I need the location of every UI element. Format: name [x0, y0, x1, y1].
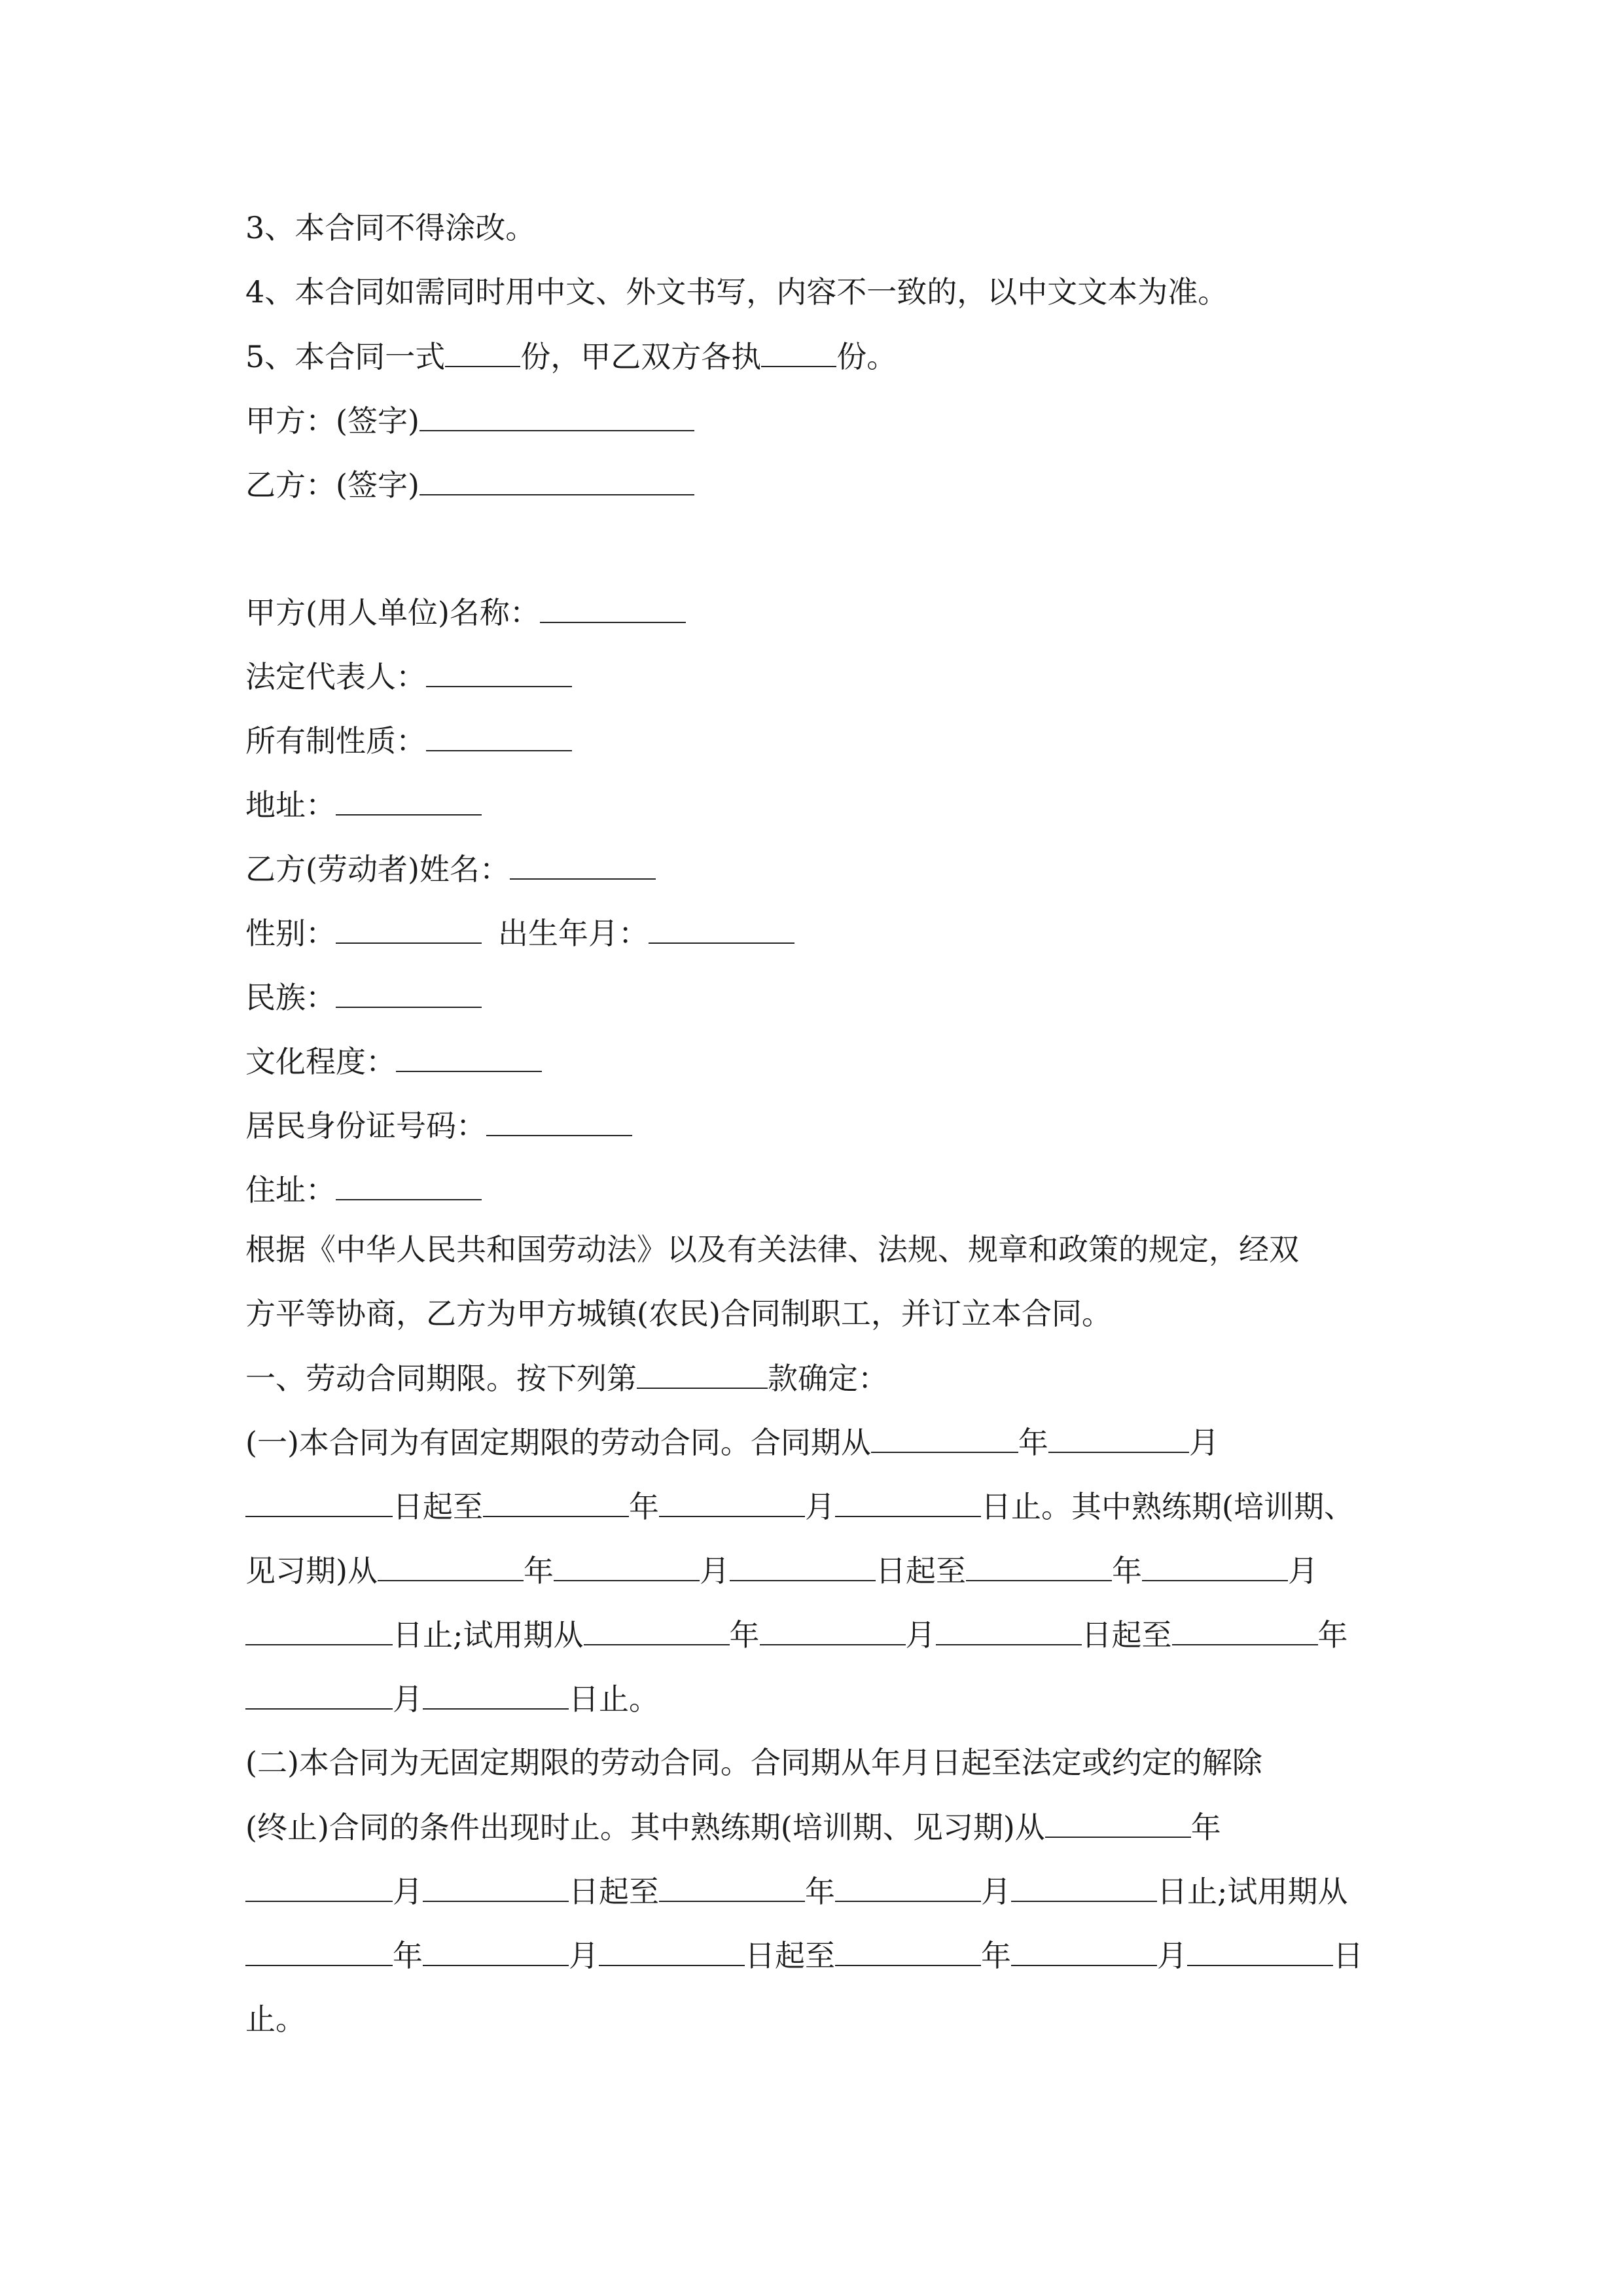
training-start-day-blank[interactable] [730, 1541, 876, 1581]
gender-birth: 性别： 出生年月： [245, 903, 794, 962]
ownership-type-blank[interactable] [426, 711, 572, 751]
employee-residence: 住址： [245, 1160, 482, 1219]
term-start-month-blank[interactable] [1048, 1412, 1189, 1453]
training-end-day-blank[interactable] [245, 1605, 393, 1645]
open-training-start-day-blank[interactable] [423, 1861, 569, 1902]
clause-3: 3、本合同不得涂改。 [245, 210, 536, 245]
ownership-type: 所有制性质： [245, 711, 572, 770]
fixed-term-line-3: 见习期)从 年 月 日起至 年 月 [245, 1541, 1318, 1600]
probation-start-month-blank[interactable] [760, 1605, 906, 1645]
copies-each-blank[interactable] [761, 327, 836, 367]
probation-end-day-blank[interactable] [423, 1669, 569, 1710]
clause-5: 5、本合同一式 份，甲乙双方各执 份。 [245, 327, 897, 386]
open-term-line-1: (二)本合同为无固定期限的劳动合同。合同期从年月日起至法定或约定的解除 [245, 1745, 1262, 1780]
open-training-end-day-blank[interactable] [1011, 1861, 1157, 1902]
employee-name-blank[interactable] [510, 839, 656, 880]
open-probation-end-day-blank[interactable] [1187, 1926, 1333, 1966]
clause-4: 4、本合同如需同时用中文、外文书写，内容不一致的，以中文文本为准。 [245, 274, 1228, 310]
open-training-start-month-blank[interactable] [245, 1861, 393, 1902]
open-probation-start-month-blank[interactable] [423, 1926, 569, 1966]
fixed-term-line-1: (一)本合同为有固定期限的劳动合同。合同期从 年 月 [245, 1412, 1219, 1471]
legal-representative-blank[interactable] [426, 647, 572, 687]
term-start-year-blank[interactable] [871, 1412, 1018, 1453]
term-end-month-blank[interactable] [659, 1477, 805, 1517]
open-term-line-5: 止。 [245, 2001, 306, 2037]
term-start-day-blank[interactable] [245, 1477, 393, 1517]
party-a-signature: 甲方：(签字) [245, 391, 694, 450]
open-training-end-month-blank[interactable] [835, 1861, 981, 1902]
employee-residence-blank[interactable] [336, 1160, 482, 1200]
training-start-year-blank[interactable] [378, 1541, 524, 1581]
id-number: 居民身份证号码： [245, 1096, 632, 1155]
party-a-signature-blank[interactable] [419, 391, 694, 431]
probation-end-year-blank[interactable] [1172, 1605, 1318, 1645]
probation-end-month-blank[interactable] [245, 1669, 393, 1710]
fixed-term-line-2: 日起至 年 月 日止。其中熟练期(培训期、 [245, 1477, 1354, 1535]
open-term-line-2: (终止)合同的条件出现时止。其中熟练期(培训期、见习期)从 年 [245, 1797, 1221, 1856]
clause-number-blank[interactable] [637, 1348, 768, 1389]
open-probation-start-year-blank[interactable] [245, 1926, 393, 1966]
employer-address-blank[interactable] [336, 775, 482, 816]
open-term-line-3: 月 日起至 年 月 日止;试用期从 [245, 1861, 1348, 1920]
employer-name-blank[interactable] [540, 583, 686, 623]
training-start-month-blank[interactable] [554, 1541, 700, 1581]
ethnicity: 民族： [245, 967, 482, 1026]
id-number-blank[interactable] [486, 1096, 632, 1136]
open-term-line-4: 年 月 日起至 年 月 日 [245, 1926, 1363, 1984]
open-probation-end-month-blank[interactable] [1011, 1926, 1157, 1966]
employer-name: 甲方(用人单位)名称： [245, 583, 686, 641]
copies-total-blank[interactable] [445, 327, 520, 367]
training-end-month-blank[interactable] [1142, 1541, 1288, 1581]
gender-blank[interactable] [336, 903, 482, 944]
legal-representative: 法定代表人： [245, 647, 572, 706]
fixed-term-line-4: 日止;试用期从 年 月 日起至 年 [245, 1605, 1348, 1664]
section-1-title: 一、劳动合同期限。按下列第 款确定： [245, 1348, 888, 1407]
ethnicity-blank[interactable] [336, 967, 482, 1008]
probation-start-year-blank[interactable] [584, 1605, 730, 1645]
employee-name: 乙方(劳动者)姓名： [245, 839, 656, 898]
open-training-start-year-blank[interactable] [1045, 1797, 1191, 1838]
fixed-term-line-5: 月 日止。 [245, 1669, 659, 1728]
education-level: 文化程度： [245, 1031, 542, 1090]
probation-start-day-blank[interactable] [936, 1605, 1082, 1645]
term-end-year-blank[interactable] [483, 1477, 629, 1517]
preamble-line-2: 方平等协商，乙方为甲方城镇(农民)合同制职工，并订立本合同。 [245, 1296, 1112, 1331]
party-b-signature-blank[interactable] [419, 455, 694, 495]
birth-date-blank[interactable] [649, 903, 794, 944]
education-level-blank[interactable] [396, 1031, 542, 1072]
open-training-end-year-blank[interactable] [659, 1861, 805, 1902]
term-end-day-blank[interactable] [835, 1477, 981, 1517]
open-probation-start-day-blank[interactable] [599, 1926, 745, 1966]
training-end-year-blank[interactable] [966, 1541, 1112, 1581]
employer-address: 地址： [245, 775, 482, 834]
open-probation-end-year-blank[interactable] [835, 1926, 981, 1966]
party-b-signature: 乙方：(签字) [245, 455, 694, 514]
preamble-line-1: 根据《中华人民共和国劳动法》以及有关法律、法规、规章和政策的规定，经双 [245, 1232, 1299, 1267]
